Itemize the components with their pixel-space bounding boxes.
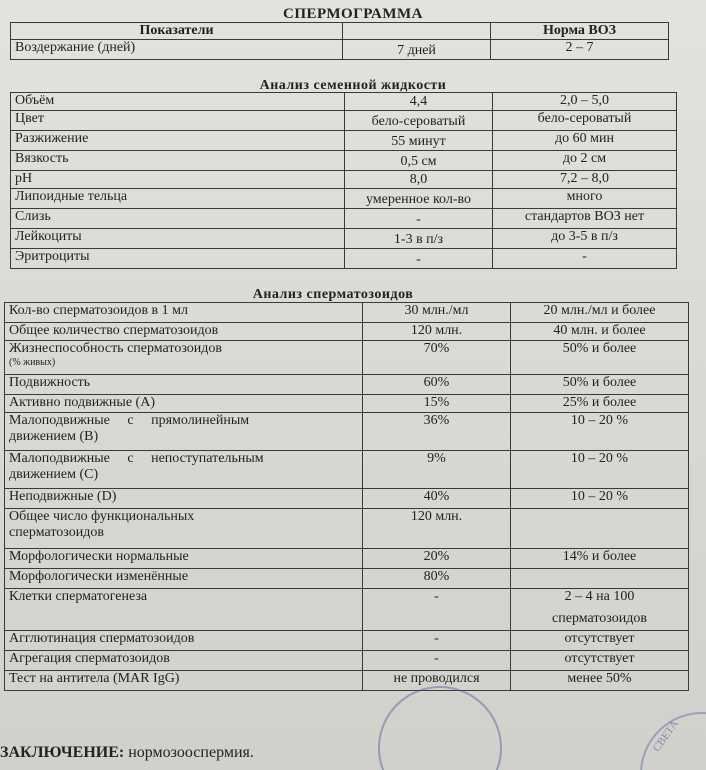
param-norm: 10 – 20 % xyxy=(511,489,689,509)
param-name-text: Агрегация сперматозоидов xyxy=(9,651,170,666)
clinic-stamp-seal-2 xyxy=(640,712,706,770)
param-value: - xyxy=(363,651,511,671)
param-name-text: Клетки сперматогенеза xyxy=(9,589,148,604)
sperm-row xyxy=(5,671,689,691)
abstinence-norm: 2 – 7 xyxy=(491,40,669,60)
param-norm: 50% и более xyxy=(511,375,689,395)
abstinence-name: Воздержание (дней) xyxy=(11,40,343,60)
param-norm-line2: сперматозоидов xyxy=(552,611,647,626)
param-value: - xyxy=(345,249,493,269)
param-norm: до 3-5 в п/з xyxy=(493,229,677,249)
param-name-text: Подвижность xyxy=(9,375,91,390)
param-norm xyxy=(511,569,689,589)
param-value: 1-3 в п/з xyxy=(345,229,493,249)
param-value: 0,5 см xyxy=(345,151,493,171)
param-name: Цвет xyxy=(11,111,345,131)
param-norm: 10 – 20 % xyxy=(511,451,689,489)
param-value: 8,0 xyxy=(345,171,493,189)
param-name xyxy=(5,589,363,631)
param-name-line1: Малоподвижные с непоступательным xyxy=(9,451,264,466)
param-name: pH xyxy=(11,171,345,189)
param-norm: 14% и более xyxy=(511,549,689,569)
param-norm xyxy=(511,509,689,549)
param-name-text: Неподвижные (D) xyxy=(9,489,117,504)
param-name-text: Морфологически нормальные xyxy=(9,549,189,564)
sperm-row xyxy=(5,341,689,375)
sperm-table xyxy=(4,302,689,691)
param-name-text: Жизнеспособность сперматозоидов xyxy=(9,341,223,356)
param-norm: много xyxy=(493,189,677,209)
param-name-sub: (% живых) xyxy=(9,357,56,368)
sperm-row xyxy=(5,549,689,569)
seminal-section-title: Анализ семенной жидкости xyxy=(259,78,447,93)
stamp-text: СВЕТА xyxy=(650,718,681,754)
param-name xyxy=(5,303,363,323)
seminal-row xyxy=(11,171,677,189)
param-name-line2: движением (В) xyxy=(9,429,99,444)
param-value: умеренное кол-во xyxy=(345,189,493,209)
param-value: 30 млн./мл xyxy=(363,303,511,323)
param-value: не проводился xyxy=(363,671,511,691)
param-norm: 50% и более xyxy=(511,341,689,375)
param-value: 55 минут xyxy=(345,131,493,151)
param-value: 70% xyxy=(363,341,511,375)
param-name xyxy=(5,341,363,375)
param-name: Эритроциты xyxy=(11,249,345,269)
seminal-row xyxy=(11,189,677,209)
header-col-norm: Норма ВОЗ xyxy=(491,23,669,40)
header-table xyxy=(10,22,669,60)
sperm-row xyxy=(5,395,689,413)
param-value: 20% xyxy=(363,549,511,569)
param-norm: 20 млн./мл и более xyxy=(511,303,689,323)
param-norm xyxy=(511,589,689,631)
param-norm: 7,2 – 8,0 xyxy=(493,171,677,189)
sperm-row xyxy=(5,451,689,489)
param-name xyxy=(5,375,363,395)
param-name: Вязкость xyxy=(11,151,345,171)
param-value: 40% xyxy=(363,489,511,509)
param-name-text: Агглютинация сперматозоидов xyxy=(9,631,195,646)
param-name xyxy=(5,395,363,413)
param-value: 80% xyxy=(363,569,511,589)
sperm-row xyxy=(5,303,689,323)
param-value: 60% xyxy=(363,375,511,395)
param-norm: до 60 мин xyxy=(493,131,677,151)
abstinence-value: 7 дней xyxy=(343,40,491,60)
param-norm-line1: 2 – 4 на 100 xyxy=(564,589,635,604)
document-title: СПЕРМОГРАММА xyxy=(283,6,423,22)
param-name: Слизь xyxy=(11,209,345,229)
sperm-row xyxy=(5,589,689,631)
seminal-row xyxy=(11,151,677,171)
seminal-row xyxy=(11,249,677,269)
param-name-text: Кол-во сперматозоидов в 1 мл xyxy=(9,303,189,318)
param-name xyxy=(5,549,363,569)
param-name-text: Общее количество сперматозоидов xyxy=(9,323,219,338)
conclusion-text: нормозооспермия. xyxy=(128,744,254,761)
sperm-row xyxy=(5,509,689,549)
param-name xyxy=(5,569,363,589)
param-name xyxy=(5,509,363,549)
param-norm: 25% и более xyxy=(511,395,689,413)
param-name: Липоидные тельца xyxy=(11,189,345,209)
param-value: 15% xyxy=(363,395,511,413)
param-name: Объём xyxy=(11,93,345,111)
param-name xyxy=(5,651,363,671)
conclusion xyxy=(0,744,254,762)
sperm-row xyxy=(5,631,689,651)
param-norm: менее 50% xyxy=(511,671,689,691)
param-name xyxy=(5,323,363,341)
param-name: Разжижение xyxy=(11,131,345,151)
param-name xyxy=(5,671,363,691)
sperm-section-title: Анализ сперматозоидов xyxy=(252,287,414,302)
param-name xyxy=(5,489,363,509)
param-norm: стандартов ВОЗ нет xyxy=(493,209,677,229)
param-value: 120 млн. xyxy=(363,323,511,341)
param-name-line2: движением (С) xyxy=(9,467,99,482)
seminal-row xyxy=(11,111,677,131)
sperm-row xyxy=(5,651,689,671)
param-value: бело-сероватый xyxy=(345,111,493,131)
param-value: 9% xyxy=(363,451,511,489)
seminal-row xyxy=(11,229,677,249)
conclusion-label: ЗАКЛЮЧЕНИЕ: xyxy=(0,744,125,761)
param-name-line1: Малоподвижные с прямолинейным xyxy=(9,413,250,428)
param-name xyxy=(5,631,363,651)
seminal-table xyxy=(10,92,677,269)
param-name-text: Тест на антитела (MAR IgG) xyxy=(9,671,180,686)
param-value: 36% xyxy=(363,413,511,451)
sperm-row xyxy=(5,323,689,341)
param-value: 120 млн. xyxy=(363,509,511,549)
param-norm: - xyxy=(493,249,677,269)
seminal-row xyxy=(11,93,677,111)
param-norm: 2,0 – 5,0 xyxy=(493,93,677,111)
param-name: Лейкоциты xyxy=(11,229,345,249)
param-name-text: Активно подвижные (А) xyxy=(9,395,155,410)
param-norm: до 2 см xyxy=(493,151,677,171)
param-name xyxy=(5,413,363,451)
param-name-line2: сперматозоидов xyxy=(9,525,104,540)
sperm-row xyxy=(5,489,689,509)
param-value: - xyxy=(345,209,493,229)
param-value: - xyxy=(363,589,511,631)
header-col-param: Показатели xyxy=(11,23,343,40)
param-norm: бело-сероватый xyxy=(493,111,677,131)
param-value: 4,4 xyxy=(345,93,493,111)
param-value: - xyxy=(363,631,511,651)
sperm-row xyxy=(5,569,689,589)
param-name-line1: Общее число функциональных xyxy=(9,509,195,524)
clinic-stamp-seal xyxy=(378,686,502,770)
param-norm: отсутствует xyxy=(511,631,689,651)
sperm-row xyxy=(5,413,689,451)
sperm-row xyxy=(5,375,689,395)
param-norm: 10 – 20 % xyxy=(511,413,689,451)
param-name-text: Морфологически изменённые xyxy=(9,569,189,584)
seminal-row xyxy=(11,209,677,229)
param-norm: 40 млн. и более xyxy=(511,323,689,341)
seminal-row xyxy=(11,131,677,151)
param-name xyxy=(5,451,363,489)
param-norm: отсутствует xyxy=(511,651,689,671)
